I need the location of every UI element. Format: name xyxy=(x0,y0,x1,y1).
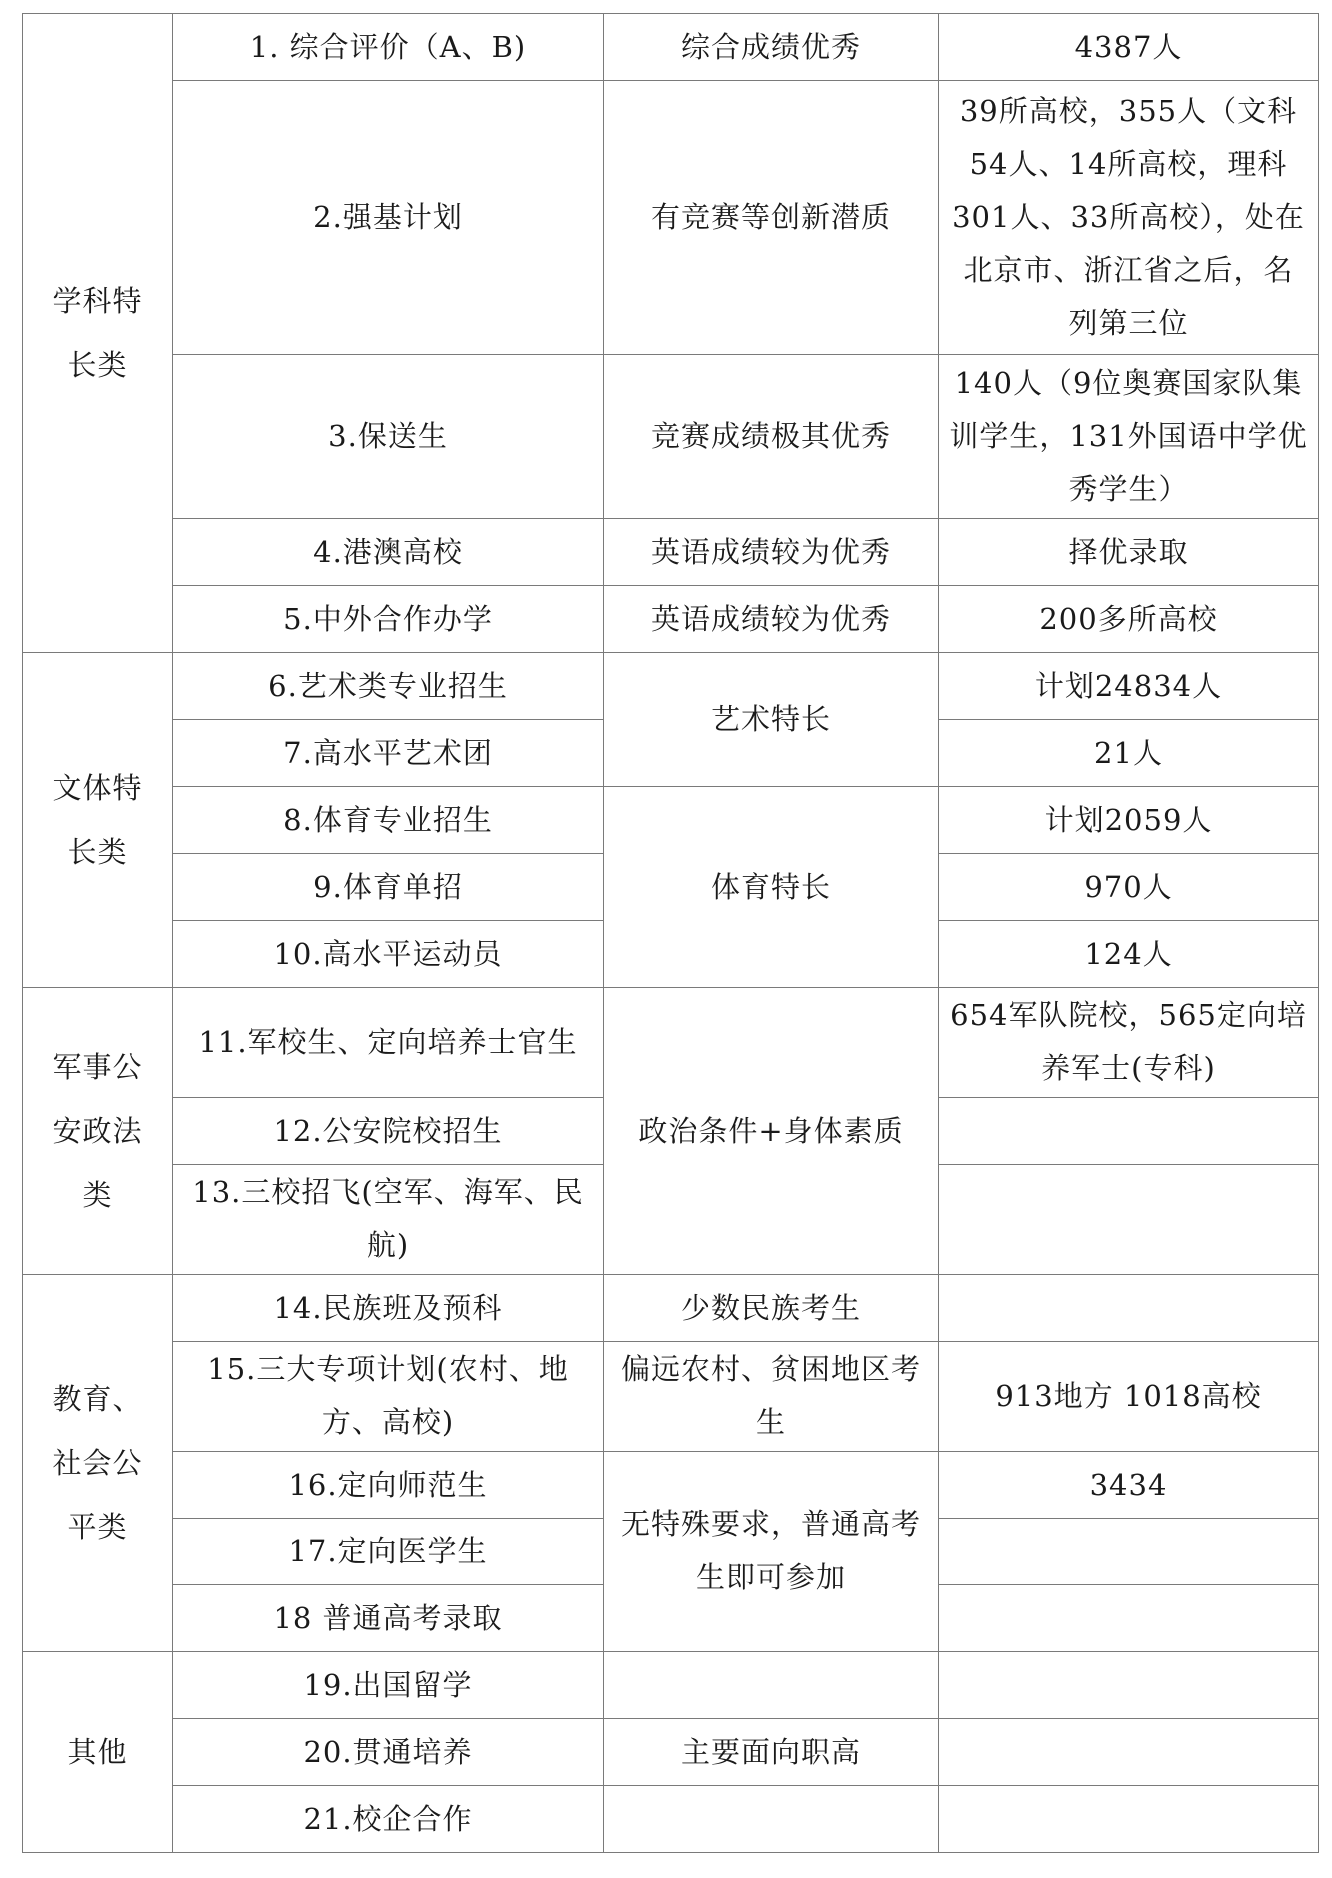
program-cell: 11.军校生、定向培养士官生 xyxy=(173,987,604,1097)
category-label: 文体特长类 xyxy=(52,770,143,869)
result-cell: 3434 xyxy=(939,1451,1319,1518)
requirement-cell: 英语成绩较为优秀 xyxy=(604,519,939,586)
requirement-cell: 无特殊要求，普通高考生即可参加 xyxy=(604,1451,939,1652)
category-equity xyxy=(23,1274,173,1652)
program-cell: 15.三大专项计划(农村、地方、高校) xyxy=(173,1341,604,1451)
table-row xyxy=(23,80,1319,354)
result-cell xyxy=(939,1652,1319,1719)
program-cell: 9.体育单招 xyxy=(173,853,604,920)
category-sports xyxy=(23,653,173,987)
result-cell xyxy=(939,1585,1319,1652)
table-row xyxy=(23,1786,1319,1853)
result-cell xyxy=(939,1274,1319,1341)
program-cell: 1. 综合评价（A、B) xyxy=(173,14,604,81)
result-cell: 200多所高校 xyxy=(939,586,1319,653)
category-subject xyxy=(23,14,173,653)
result-cell: 计划24834人 xyxy=(939,653,1319,720)
program-cell: 17.定向医学生 xyxy=(173,1518,604,1585)
program-cell: 20.贯通培养 xyxy=(173,1719,604,1786)
result-cell: 39所高校，355人（文科54人、14所高校，理科301人、33所高校），处在北京市、浙江省之后，名列第三位 xyxy=(939,80,1319,354)
result-cell: 970人 xyxy=(939,853,1319,920)
program-cell: 14.民族班及预科 xyxy=(173,1274,604,1341)
category-label: 军事公安政法类 xyxy=(52,1049,143,1212)
category-label: 其他 xyxy=(67,1735,128,1770)
result-cell: 654军队院校，565定向培养军士(专科) xyxy=(939,987,1319,1097)
requirement-cell: 政治条件+身体素质 xyxy=(604,987,939,1274)
table-row xyxy=(23,1451,1319,1518)
requirement-cell: 体育特长 xyxy=(604,786,939,987)
result-cell: 124人 xyxy=(939,920,1319,987)
category-military xyxy=(23,987,173,1274)
requirement-cell: 有竞赛等创新潜质 xyxy=(604,80,939,354)
requirement-cell xyxy=(604,1652,939,1719)
program-cell: 12.公安院校招生 xyxy=(173,1097,604,1164)
requirement-cell: 竞赛成绩极其优秀 xyxy=(604,354,939,519)
result-cell: 计划2059人 xyxy=(939,786,1319,853)
result-cell: 择优录取 xyxy=(939,519,1319,586)
program-cell: 7.高水平艺术团 xyxy=(173,719,604,786)
admissions-table xyxy=(22,13,1319,1853)
result-cell xyxy=(939,1097,1319,1164)
requirement-cell xyxy=(604,1786,939,1853)
program-cell: 6.艺术类专业招生 xyxy=(173,653,604,720)
result-cell xyxy=(939,1518,1319,1585)
requirement-cell: 英语成绩较为优秀 xyxy=(604,586,939,653)
program-cell: 19.出国留学 xyxy=(173,1652,604,1719)
requirement-cell: 综合成绩优秀 xyxy=(604,14,939,81)
table-row xyxy=(23,1274,1319,1341)
program-cell: 5.中外合作办学 xyxy=(173,586,604,653)
program-cell: 16.定向师范生 xyxy=(173,1451,604,1518)
program-cell: 10.高水平运动员 xyxy=(173,920,604,987)
program-cell: 3.保送生 xyxy=(173,354,604,519)
table-row xyxy=(23,1341,1319,1451)
program-cell: 4.港澳高校 xyxy=(173,519,604,586)
table-row xyxy=(23,354,1319,519)
result-cell: 913地方 1018高校 xyxy=(939,1341,1319,1451)
table-row xyxy=(23,519,1319,586)
table-row xyxy=(23,786,1319,853)
result-cell xyxy=(939,1786,1319,1853)
table-row xyxy=(23,987,1319,1097)
category-label: 学科特长类 xyxy=(52,284,143,383)
requirement-cell: 艺术特长 xyxy=(604,653,939,787)
requirement-cell: 少数民族考生 xyxy=(604,1274,939,1341)
program-cell: 2.强基计划 xyxy=(173,80,604,354)
table-row xyxy=(23,653,1319,720)
requirement-cell: 偏远农村、贫困地区考生 xyxy=(604,1341,939,1451)
result-cell: 21人 xyxy=(939,719,1319,786)
program-cell: 8.体育专业招生 xyxy=(173,786,604,853)
program-cell: 13.三校招飞(空军、海军、民航) xyxy=(173,1164,604,1274)
result-cell xyxy=(939,1719,1319,1786)
table-row xyxy=(23,586,1319,653)
program-cell: 21.校企合作 xyxy=(173,1786,604,1853)
table-row xyxy=(23,1652,1319,1719)
category-label: 教育、社会公平类 xyxy=(52,1381,143,1544)
result-cell: 4387人 xyxy=(939,14,1319,81)
requirement-cell: 主要面向职高 xyxy=(604,1719,939,1786)
table-row xyxy=(23,14,1319,81)
result-cell xyxy=(939,1164,1319,1274)
table-row xyxy=(23,1719,1319,1786)
category-other xyxy=(23,1652,173,1853)
result-cell: 140人（9位奥赛国家队集训学生，131外国语中学优秀学生） xyxy=(939,354,1319,519)
program-cell: 18 普通高考录取 xyxy=(173,1585,604,1652)
